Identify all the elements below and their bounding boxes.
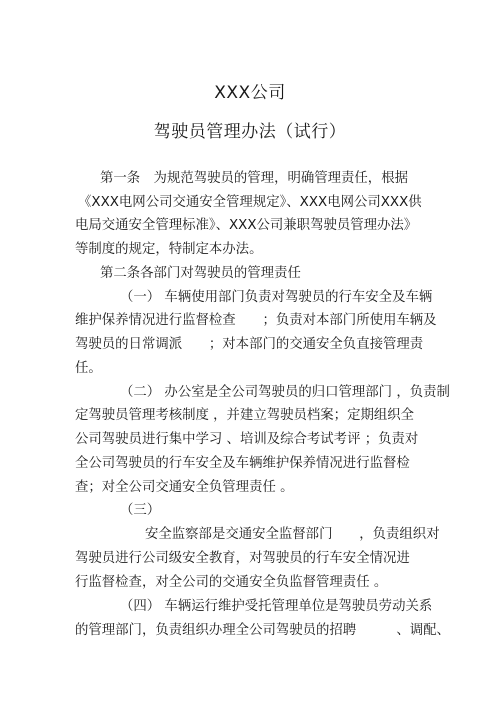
line-12: 公司驾驶员进行集中学习 、培训及综合考试考评 ；负责对	[75, 432, 419, 447]
line-16: 安全监察部是交通安全监督部门 ，负责组织对	[145, 527, 440, 542]
line-4: 等制度的规定，特制定本办法。	[75, 242, 263, 257]
line-9: 任。	[75, 361, 102, 376]
line-14: 查；对全公司交通安全负管理责任 。	[75, 480, 294, 495]
line-1: 第一条 为规范驾驶员的管理，明确管理责任，根据	[100, 171, 408, 186]
line-8: 驾驶员的日常调派 ；对本部门的交通安全负直接管理责	[75, 337, 424, 352]
line-7: 维护保养情况进行监督检查 ；负责对本部门所使用车辆及	[75, 313, 437, 328]
line-18: 行监督检查，对全公司的交通安全负监督管理责任 。	[75, 575, 388, 590]
line-6: （一） 车辆使用部门负责对驾驶员的行车安全及车辆	[120, 290, 433, 305]
line-5: 第二条各部门对驾驶员的管理责任	[100, 266, 301, 281]
line-13: 全公司驾驶员的行车安全及车辆维护保养情况进行监督检	[75, 456, 410, 471]
line-17: 驾驶员进行公司级安全教育，对驾驶员的行车安全情况进	[75, 551, 410, 566]
company-name: XXX公司	[214, 83, 286, 103]
line-11: 定驾驶员管理考核制度 ，并建立驾驶员档案；定期组织全	[75, 408, 415, 423]
line-19: （四） 车辆运行维护受托管理单位是驾驶员劳动关系	[120, 599, 433, 614]
line-2: 《XXX电网公司交通安全管理规定》、XXX电网公司XXX供	[78, 195, 422, 210]
document-title: 驾驶员管理办法（试行）	[153, 122, 347, 142]
line-10: （二） 办公室是全公司驾驶员的归口管理部门 ，负责制	[120, 385, 450, 400]
line-3: 电局交通安全管理标准》、XXX公司兼职驾驶员管理办法》	[75, 218, 418, 233]
line-20: 的管理部门，负责组织办理全公司驾驶员的招聘 、调配、	[75, 623, 450, 638]
line-15: （三）	[120, 503, 161, 518]
